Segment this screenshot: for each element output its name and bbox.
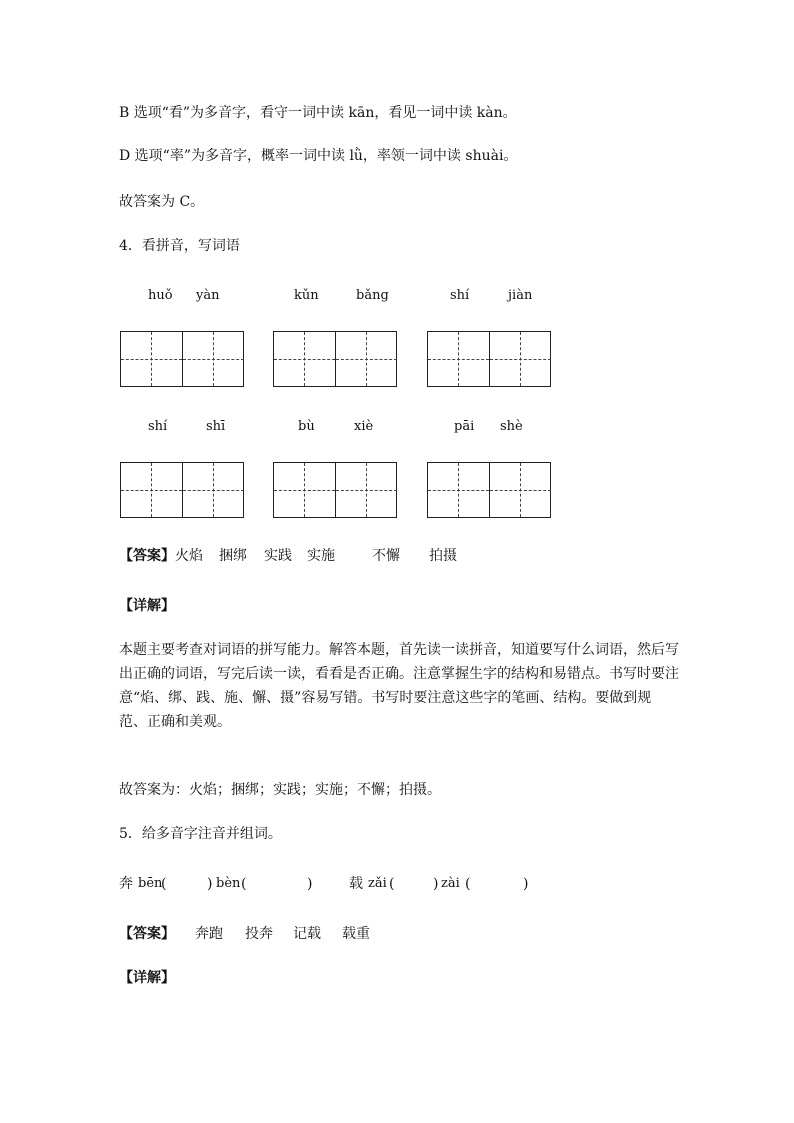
answer-label: 【答案】 [119,548,175,564]
answer-word: 火焰 [175,548,203,564]
answer-word: 实践 [264,548,292,564]
pinyin: xiè [354,419,374,434]
answer-row-q5 [119,924,679,944]
q4-conclusion: 故答案为：火焰；捆绑；实践；实施；不懈；拍摄。 [119,782,441,798]
open-paren: ( [241,876,247,892]
pinyin: shī [206,419,226,434]
pinyin: zài [441,876,460,891]
pinyin: jiàn [508,288,533,303]
answer-word: 奔跑 [195,926,223,942]
pinyin: shí [450,288,470,303]
question-5-title: 5．给多音字注音并组词。 [119,826,282,842]
pinyin: bēn [138,876,163,891]
pinyin: bù [298,419,315,434]
answer-word: 不懈 [372,548,400,564]
pinyin: huǒ [148,288,173,303]
pinyin: pāi [454,419,475,434]
pinyin: shè [500,419,523,434]
answer-word: 拍摄 [429,548,457,564]
close-paren: ) [307,876,313,892]
explanation-line-2: D 选项“率”为多音字，概率一词中读 lǜ，率领一词中读 shuài。 [119,148,518,164]
pinyin: bǎng [356,288,389,303]
pinyin: yàn [196,288,220,303]
open-paren: ( [161,876,167,892]
writing-grid[interactable] [120,462,244,518]
polyphone-char: 载 [349,876,363,892]
open-paren: ( [465,876,471,892]
question-4-title: 4．看拼音，写词语 [119,238,240,254]
detail-label: 【详解】 [119,970,175,986]
close-paren: ) [207,876,213,892]
answer-word: 实施 [307,548,335,564]
answer-word: 捆绑 [219,548,247,564]
explanation-line-1: B 选项“看”为多音字，看守一词中读 kān，看见一词中读 kàn。 [119,105,517,121]
detail-paragraph: 本题主要考查对词语的拼写能力。解答本题，首先读一读拼音，知道要写什么词语，然后写出正确的词语，写完后读一读，看看是否正确。注意掌握生字的结构和易错点。书写时要注意“焰、绑、践、施、懈、摄”容易写错。书写时要注意这些字的笔画、结构。要做到规范、正确和美观。 [119,642,679,730]
close-paren: ) [523,876,529,892]
pinyin: kǔn [294,288,319,303]
answer-label: 【答案】 [119,926,175,942]
polyphone-row [119,874,679,894]
detail-label: 【详解】 [119,598,175,614]
answer-word: 载重 [342,926,370,942]
writing-grid[interactable] [120,331,244,387]
answer-row-q4 [119,546,679,566]
writing-grid[interactable] [273,331,397,387]
pinyin: bèn [216,876,241,891]
answer-word: 投奔 [245,926,273,942]
pinyin: shí [148,419,168,434]
polyphone-char: 奔 [119,876,133,892]
answer-word: 记载 [293,926,321,942]
pinyin: zǎi [368,876,387,891]
writing-grid[interactable] [427,331,551,387]
writing-grid[interactable] [273,462,397,518]
conclusion-previous: 故答案为 C。 [119,194,205,210]
writing-grid[interactable] [427,462,551,518]
open-paren: ( [389,876,395,892]
close-paren: ) [433,876,439,892]
